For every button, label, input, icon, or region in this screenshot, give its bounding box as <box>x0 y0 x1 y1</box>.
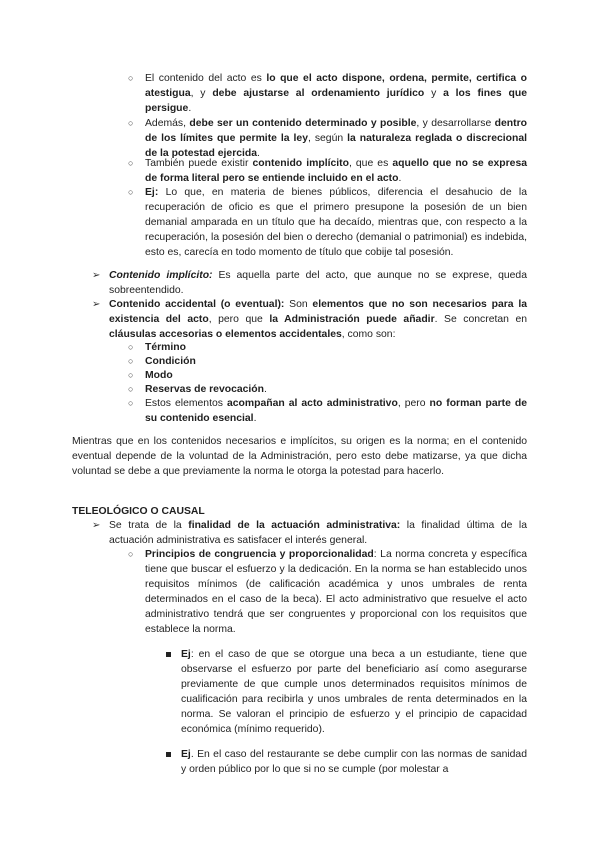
item-reservas: Reservas de revocación. <box>145 384 267 395</box>
circle-bullet-icon: ○ <box>128 73 134 83</box>
circle-bullet-icon: ○ <box>128 342 134 352</box>
circle-bullet-icon: ○ <box>128 158 134 168</box>
circle-bullet-icon: ○ <box>128 118 134 128</box>
arrow-finalidad: Se trata de la finalidad de la actuación administrativa: la finalidad última de la actuación administrativa es satisfacer el interés general. <box>109 520 528 546</box>
bullet-contenido-implicito: También puede existir contenido implícito, que es aquello que no se expresa de forma literal pero se entiende incluido en el acto. <box>145 158 528 184</box>
square-bullet-icon <box>166 752 171 757</box>
square-ejemplo-beca: Ej: en el caso de que se otorgue una beca a un estudiante, tiene que observarse el esfuerzo por parte del beneficiario así como asegurarse previamente de que cumple unos determinados requisitos mínimos de cualificación para recibirla y unos umbrales de renta determinados en la norma. Se valoran el principio de esfuerzo y el principio de capacidad económica (mínimo requerido). <box>181 649 527 735</box>
arrow-contenido-accidental: Contenido accidental (o eventual): Son elementos que no son necesarios para la existencia del acto, pero que la Administración puede añadir. Se concretan en cláusulas accesorias o elementos accidentales, como son: <box>109 299 528 340</box>
square-bullet-icon <box>166 652 171 657</box>
item-modo: Modo <box>145 370 173 381</box>
section-heading: TELEOLÓGICO O CAUSAL <box>72 506 205 517</box>
circle-bullet-icon: ○ <box>128 356 134 366</box>
bullet-determinado-posible: Además, debe ser un contenido determinado y posible, y desarrollarse dentro de los límites que permite la ley, según la naturaleza reglada o discrecional de la potestad ejercida. <box>145 118 527 159</box>
paragraph-origen-norma: Mientras que en los contenidos necesarios e implícitos, su origen es la norma; en el contenido eventual depende de la voluntad de la Administración, pero esto debe matizarse, ya que dicha voluntad se debe a que previamente la norma le otorga la potestad para hacerlo. <box>72 436 527 477</box>
item-condicion: Condición <box>145 356 196 367</box>
circle-bullet-icon: ○ <box>128 384 134 394</box>
bullet-acompanan: Estos elementos acompañan al acto administrativo, pero no forman parte de su contenido esencial. <box>145 398 528 424</box>
circle-bullet-icon: ○ <box>128 370 134 380</box>
arrow-contenido-implicito: Contenido implícito: Es aquella parte del acto, que aunque no se exprese, queda sobreentendido. <box>109 270 527 296</box>
bullet-contenido-acto: El contenido del acto es lo que el acto dispone, ordena, permite, certifica o atestigua, y debe ajustarse al ordenamiento jurídico y a los fines que persigue. <box>145 73 528 114</box>
bullet-congruencia: Principios de congruencia y proporcionalidad: La norma concreta y específica tiene que buscar el esfuerzo y la dedicación. En la norma se han establecido unos requisitos mínimos (de calificación académica y unos umbrales de renta determinados en el caso de la beca). El acto administrativo que resuelve el acto administrativo tendrá que ser congruentes y proporcional con los requisitos que establece la norma. <box>145 549 527 635</box>
arrow-bullet-icon: ➢ <box>92 520 101 531</box>
circle-bullet-icon: ○ <box>128 187 134 197</box>
item-termino: Término <box>145 342 186 353</box>
circle-bullet-icon: ○ <box>128 398 134 408</box>
arrow-bullet-icon: ➢ <box>92 270 101 281</box>
bullet-ejemplo-desahucio: Ej: Lo que, en materia de bienes públicos, diferencia el desahucio de la recuperación de oficio es que el primero presupone la posesión de un bien demanial amparada en un título que ha decaído, mientras que, con respecto a la recuperación, la posesión del bien o derecho (demanial o patrimonial) es indebida, esto es, carecía en todo momento de título que cobije tal posesión. <box>145 187 527 258</box>
arrow-bullet-icon: ➢ <box>92 299 101 310</box>
circle-bullet-icon: ○ <box>128 549 134 559</box>
square-ejemplo-restaurante: Ej. En el caso del restaurante se debe cumplir con las normas de sanidad y orden público por lo que si no se cumple (por molestar a <box>181 749 527 775</box>
